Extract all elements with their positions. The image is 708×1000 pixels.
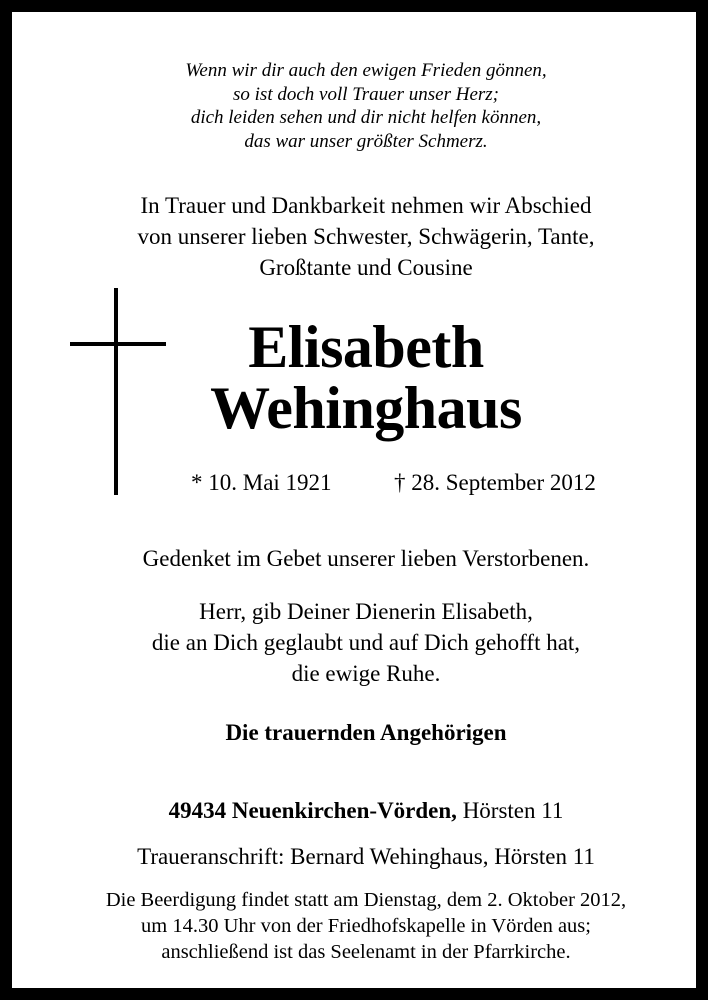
funeral-line: anschließend ist das Seelenamt in der Pfarrkirche. xyxy=(161,941,571,963)
deceased-last-name: Wehinghaus xyxy=(210,375,522,441)
birth-date: * 10. Mai 1921 xyxy=(191,470,332,495)
prayer-line: die ewige Ruhe. xyxy=(291,661,441,686)
mourning-address xyxy=(24,841,708,872)
prayer-line: Herr, gib Deiner Dienerin Elisabeth, xyxy=(199,599,533,624)
poem-line: das war unser größter Schmerz. xyxy=(244,130,488,152)
deceased-first-name: Elisabeth xyxy=(248,314,484,380)
address-street: Hörsten 11 xyxy=(462,798,564,823)
funeral-line: Die Beerdigung findet statt am Dienstag, dem 2. Oktober 2012, xyxy=(105,889,627,911)
prayer-line: die an Dich geglaubt und auf Dich gehofft hat, xyxy=(151,630,581,655)
intro-line: von unserer lieben Schwester, Schwägerin, Tante, xyxy=(137,224,595,249)
address-line xyxy=(24,795,708,826)
intro-text xyxy=(24,190,708,283)
mourning-address-line: Traueranschrift: Bernard Wehinghaus, Hörsten 11 xyxy=(137,844,595,869)
funeral-info xyxy=(24,887,708,965)
prayer-text xyxy=(24,596,708,689)
gedenket-line: Gedenket im Gebet unserer lieben Verstorbenen. xyxy=(142,546,590,571)
poem xyxy=(24,59,708,153)
poem-line: so ist doch voll Trauer unser Herz; xyxy=(233,83,499,105)
funeral-line: um 14.30 Uhr von der Friedhofskapelle in Vörden aus; xyxy=(141,915,591,937)
poem-line: dich leiden sehen und dir nicht helfen können, xyxy=(190,107,542,128)
life-dates xyxy=(24,468,708,498)
mourners-heading xyxy=(24,717,708,748)
intro-line: In Trauer und Dankbarkeit nehmen wir Abschied xyxy=(140,193,592,218)
address-place: 49434 Neuenkirchen-Vörden, xyxy=(168,798,457,823)
family-address xyxy=(24,795,708,826)
intro-line: Großtante und Cousine xyxy=(259,255,473,280)
gedenket-text xyxy=(24,544,708,574)
poem-line: Wenn wir dir auch den ewigen Frieden gönnen, xyxy=(185,60,547,81)
death-date: † 28. September 2012 xyxy=(394,470,596,495)
deceased-name xyxy=(24,314,708,441)
mourners-line: Die trauernden Angehörigen xyxy=(225,720,507,745)
